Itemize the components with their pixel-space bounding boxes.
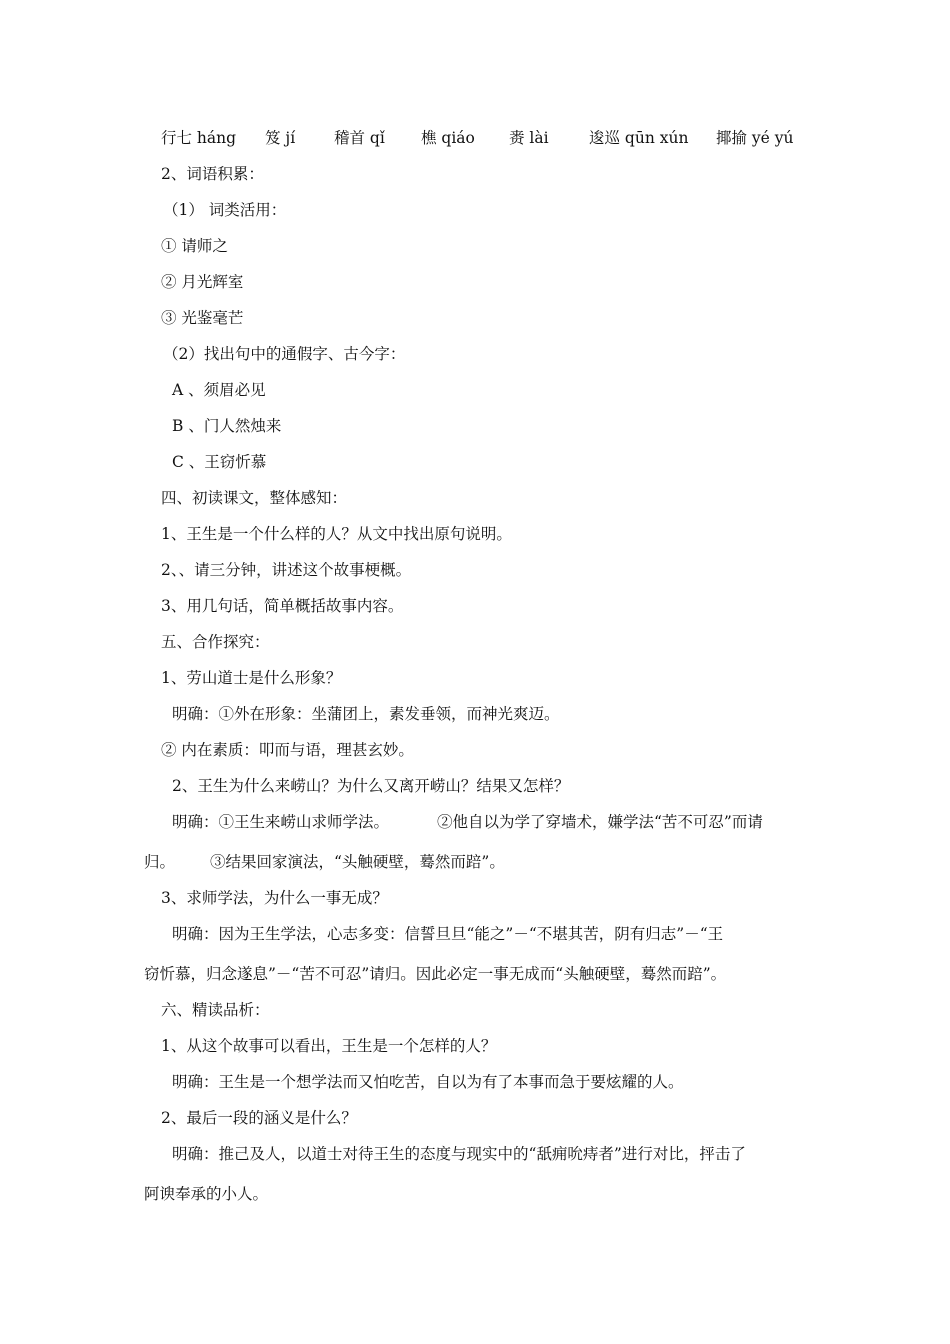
list-item: ② 月光辉室 (161, 273, 244, 291)
pinyin-item: 逡巡 qūn xún (589, 129, 689, 147)
question: 3、用几句话，简单概括故事内容。 (161, 597, 404, 615)
pinyin-item: 稽首 qǐ (334, 129, 385, 147)
pinyin-item: 行七 háng (161, 129, 237, 147)
answer: 明确：因为王生学法，心志多变：信誓旦旦“能之”－“不堪其苦，阴有归志”－“王 (172, 925, 724, 943)
answer: ③结果回家演法，“头触硬壁，蓦然而踣”。 (210, 853, 505, 871)
section-heading: 五、合作探究： (161, 633, 270, 651)
question: 2、王生为什么来崂山？为什么又离开崂山？结果又怎样？ (172, 777, 570, 795)
list-item: ① 请师之 (161, 237, 228, 255)
list-item: A 、须眉必见 (172, 381, 266, 399)
list-item: C 、王窃忻慕 (172, 453, 267, 471)
section-heading: 2、词语积累： (161, 165, 264, 183)
list-item: B 、门人然烛来 (172, 417, 282, 435)
answer: 明确：①王生来崂山求师学法。 (172, 813, 390, 831)
answer: 窃忻慕，归念遂息”－“苦不可忍”请归。因此必定一事无成而“头触硬壁，蓦然而踣”。 (144, 965, 727, 983)
section-heading: 四、初读课文，整体感知： (161, 489, 348, 507)
pinyin-item: 笈 jí (265, 129, 296, 147)
answer: ②他自以为学了穿墙术，嫌学法“苦不可忍”而请 (437, 813, 763, 831)
sub-heading: （1） 词类活用： (163, 201, 287, 219)
section-heading: 六、精读品析： (161, 1001, 270, 1019)
pinyin-item: 揶揄 yé yú (716, 129, 794, 147)
answer: 明确：推己及人，以道士对待王生的态度与现实中的“舐痈吮痔者”进行对比，抨击了 (172, 1145, 746, 1163)
question: 1、劳山道士是什么形象？ (161, 669, 342, 687)
answer: 阿谀奉承的小人。 (144, 1185, 269, 1203)
question: 1、王生是一个什么样的人？从文中找出原句说明。 (161, 525, 512, 543)
question: 2、、请三分钟，讲述这个故事梗概。 (161, 561, 412, 579)
question: 1、从这个故事可以看出，王生是一个怎样的人？ (161, 1037, 497, 1055)
answer: ② 内在素质：叩而与语，理甚玄妙。 (161, 741, 414, 759)
question: 3、求师学法，为什么一事无成？ (161, 889, 388, 907)
pinyin-item: 樵 qiáo (421, 129, 475, 147)
pinyin-item: 赉 lài (509, 129, 549, 147)
list-item: ③ 光鉴毫芒 (161, 309, 244, 327)
answer: 明确：王生是一个想学法而又怕吃苦，自以为有了本事而急于要炫耀的人。 (172, 1073, 684, 1091)
question: 2、最后一段的涵义是什么？ (161, 1109, 357, 1127)
answer: 归。 (144, 853, 176, 871)
answer: 明确：①外在形象：坐蒲团上，素发垂领，而神光爽迈。 (172, 705, 560, 723)
pinyin-row (0, 128, 950, 148)
sub-heading: （2）找出句中的通假字、古今字： (163, 345, 406, 363)
